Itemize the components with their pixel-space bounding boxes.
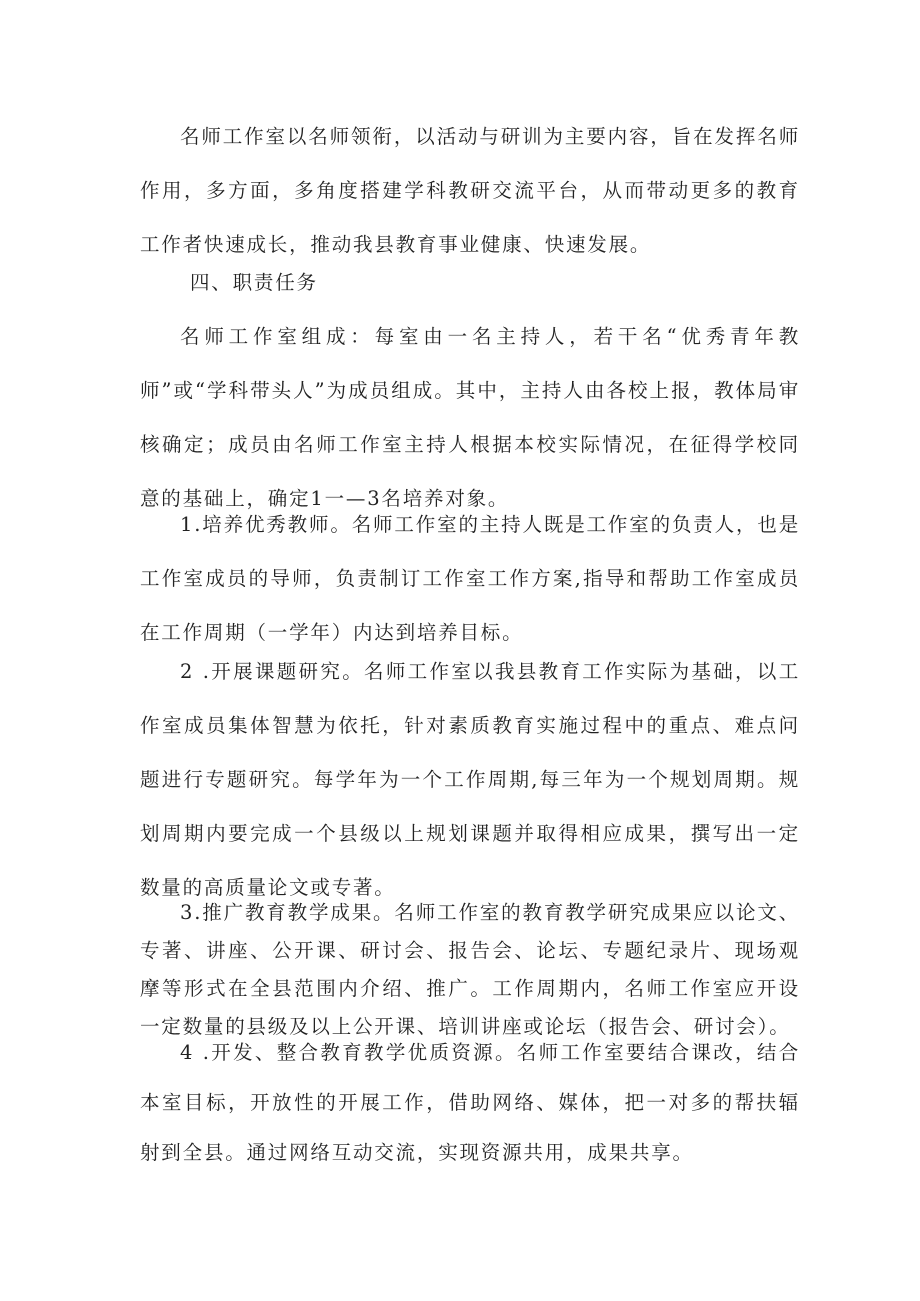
paragraph-item-1: 1.培养优秀教师。名师工作室的主持人既是工作室的负责人，也是工作室成员的导师，负责制订工作室工作方案,指导和帮助工作室成员在工作周期（一学年）内达到培养目标。 (140, 513, 800, 644)
paragraph-studio-composition: 名师工作室组成：每室由一名主持人，若干名“优秀青年教师”或“学科带头人”为成员组成。其中，主持人由各校上报，教体局审核确定；成员由名师工作室主持人根据本校实际情况，在征得学校同意的基础上，确定1一—3名培养对象。 (140, 325, 800, 510)
paragraph-item-4: 4 .开发、整合教育教学优质资源。名师工作室要结合课改，结合本室目标，开放性的开展工作，借助网络、媒体，把一对多的帮扶辐射到全县。通过网络互动交流，实现资源共用，成果共享。 (140, 1041, 800, 1164)
paragraph-intro: 名师工作室以名师领衔，以活动与研训为主要内容，旨在发挥名师作用，多方面，多角度搭建学科教研交流平台，从而带动更多的教育工作者快速成长，推动我县教育事业健康、快速发展。 (140, 125, 800, 256)
section-heading-duties: 四、职责任务 (190, 271, 318, 294)
paragraph-item-2: 2 .开展课题研究。名师工作室以我县教育工作实际为基础，以工作室成员集体智慧为依托，针对素质教育实施过程中的重点、难点问题进行专题研究。每学年为一个工作周期,每三年为一个规划周期。规划周期内要完成一个县级以上规划课题并取得相应成果，撰写出一定数量的高质量论文或专著。 (140, 660, 800, 899)
paragraph-item-3: 3.推广教育教学成果。名师工作室的教育教学研究成果应以论文、专著、讲座、公开课、研讨会、报告会、论坛、专题纪录片、现场观摩等形式在全县范围内介绍、推广。工作周期内，名师工作室应开设一定数量的县级及以上公开课、培训讲座或论坛（报告会、研讨会）。 (140, 901, 800, 1038)
